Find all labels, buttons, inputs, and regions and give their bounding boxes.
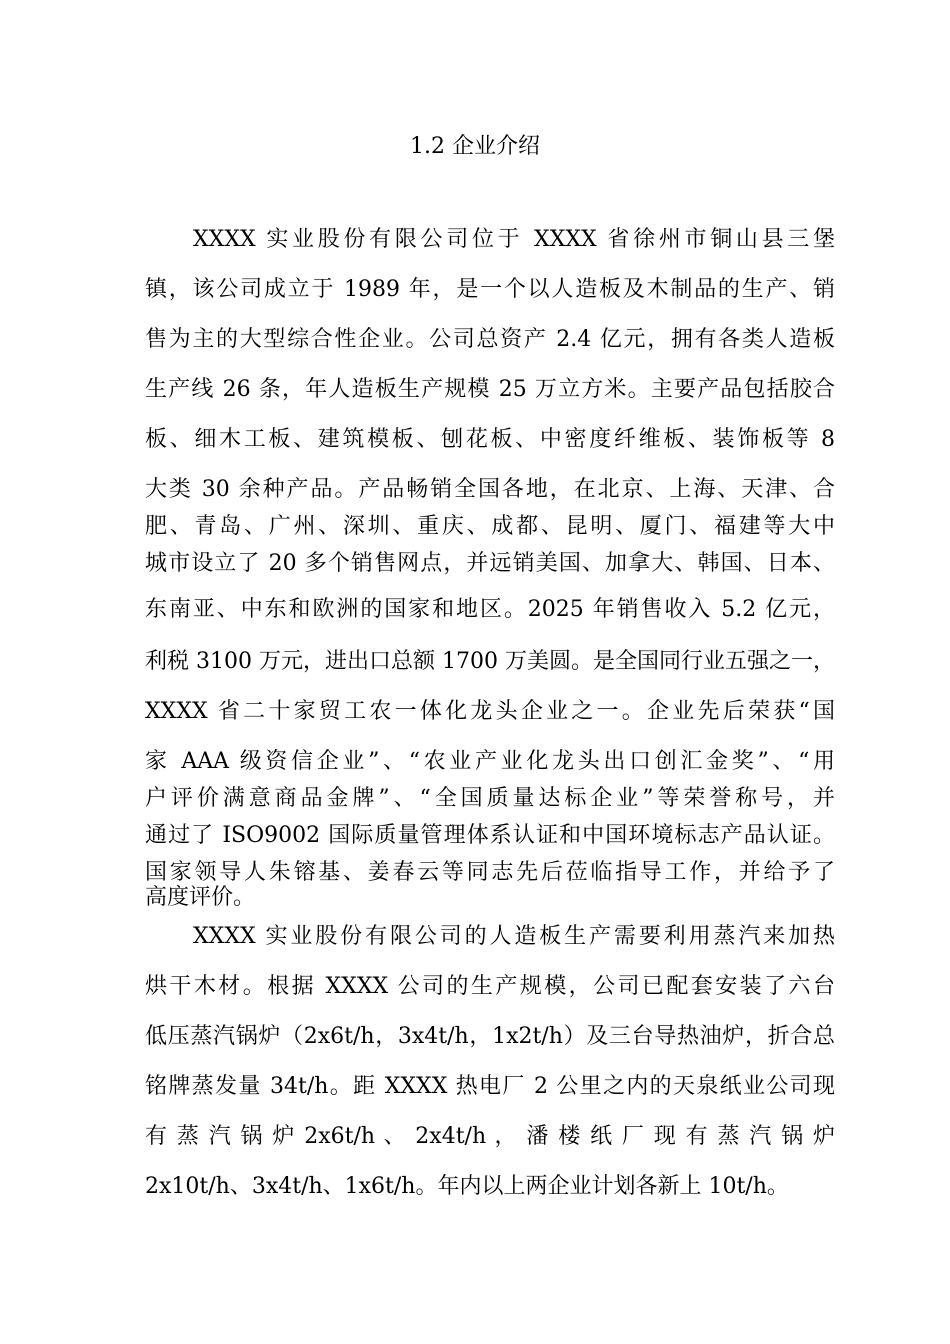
text-line: 大类 30 余种产品。产品畅销全国各地，在北京、上海、天津、合	[145, 477, 835, 502]
text-line: XXXX 实业股份有限公司的人造板生产需要利用蒸汽来加热	[193, 924, 835, 949]
text-line: XXXX 实业股份有限公司位于 XXXX 省徐州市铜山县三堡	[193, 227, 835, 252]
text-line: 有 蒸 汽 锅 炉 2x6t/h 、 2x4t/h ， 潘 楼 纸 厂 现 有 蒸 汽 锅 炉	[145, 1124, 835, 1149]
text-line: 东南亚、中东和欧洲的国家和地区。2025 年销售收入 5.2 亿元，	[145, 597, 835, 622]
text-line: 通过了 ISO9002 国际质量管理体系认证和中国环境标志产品认证。	[145, 823, 835, 848]
section-title: 1.2 企业介绍	[410, 134, 540, 159]
text-line: 售为主的大型综合性企业。公司总资产 2.4 亿元，拥有各类人造板	[145, 327, 835, 352]
text-line: 烘干木材。根据 XXXX 公司的生产规模，公司已配套安装了六台	[145, 974, 835, 999]
text-line: 生产线 26 条，年人造板生产规模 25 万立方米。主要产品包括胶合	[145, 377, 835, 402]
text-line: 板、细木工板、建筑模板、刨花板、中密度纤维板、装饰板等 8	[145, 427, 835, 452]
text-line: 镇，该公司成立于 1989 年，是一个以人造板及木制品的生产、销	[145, 277, 835, 302]
text-line: 低压蒸汽锅炉（2x6t/h，3x4t/h，1x2t/h）及三台导热油炉，折合总	[145, 1024, 835, 1049]
text-line: 国家领导人朱镕基、姜春云等同志先后莅临指导工作，并给予了	[145, 860, 835, 885]
text-line: 高度评价。	[145, 885, 256, 910]
text-line: 家 AAA 级资信企业”、“农业产业化龙头出口创汇金奖”、“用	[145, 749, 835, 774]
text-line: XXXX 省二十家贸工农一体化龙头企业之一。企业先后荣获“国	[145, 699, 835, 724]
text-line: 利税 3100 万元，进出口总额 1700 万美圆。是全国同行业五强之一，	[145, 649, 835, 674]
text-line: 铭牌蒸发量 34t/h。距 XXXX 热电厂 2 公里之内的天泉纸业公司现	[145, 1074, 835, 1099]
text-line: 2x10t/h、3x4t/h、1x6t/h。年内以上两企业计划各新上 10t/h。	[145, 1174, 789, 1199]
text-line: 户评价满意商品金牌”、“全国质量达标企业”等荣誉称号，并	[145, 786, 835, 811]
text-line: 城市设立了 20 多个销售网点，并远销美国、加拿大、韩国、日本、	[145, 551, 835, 576]
text-line: 肥、青岛、广州、深圳、重庆、成都、昆明、厦门、福建等大中	[145, 514, 835, 539]
